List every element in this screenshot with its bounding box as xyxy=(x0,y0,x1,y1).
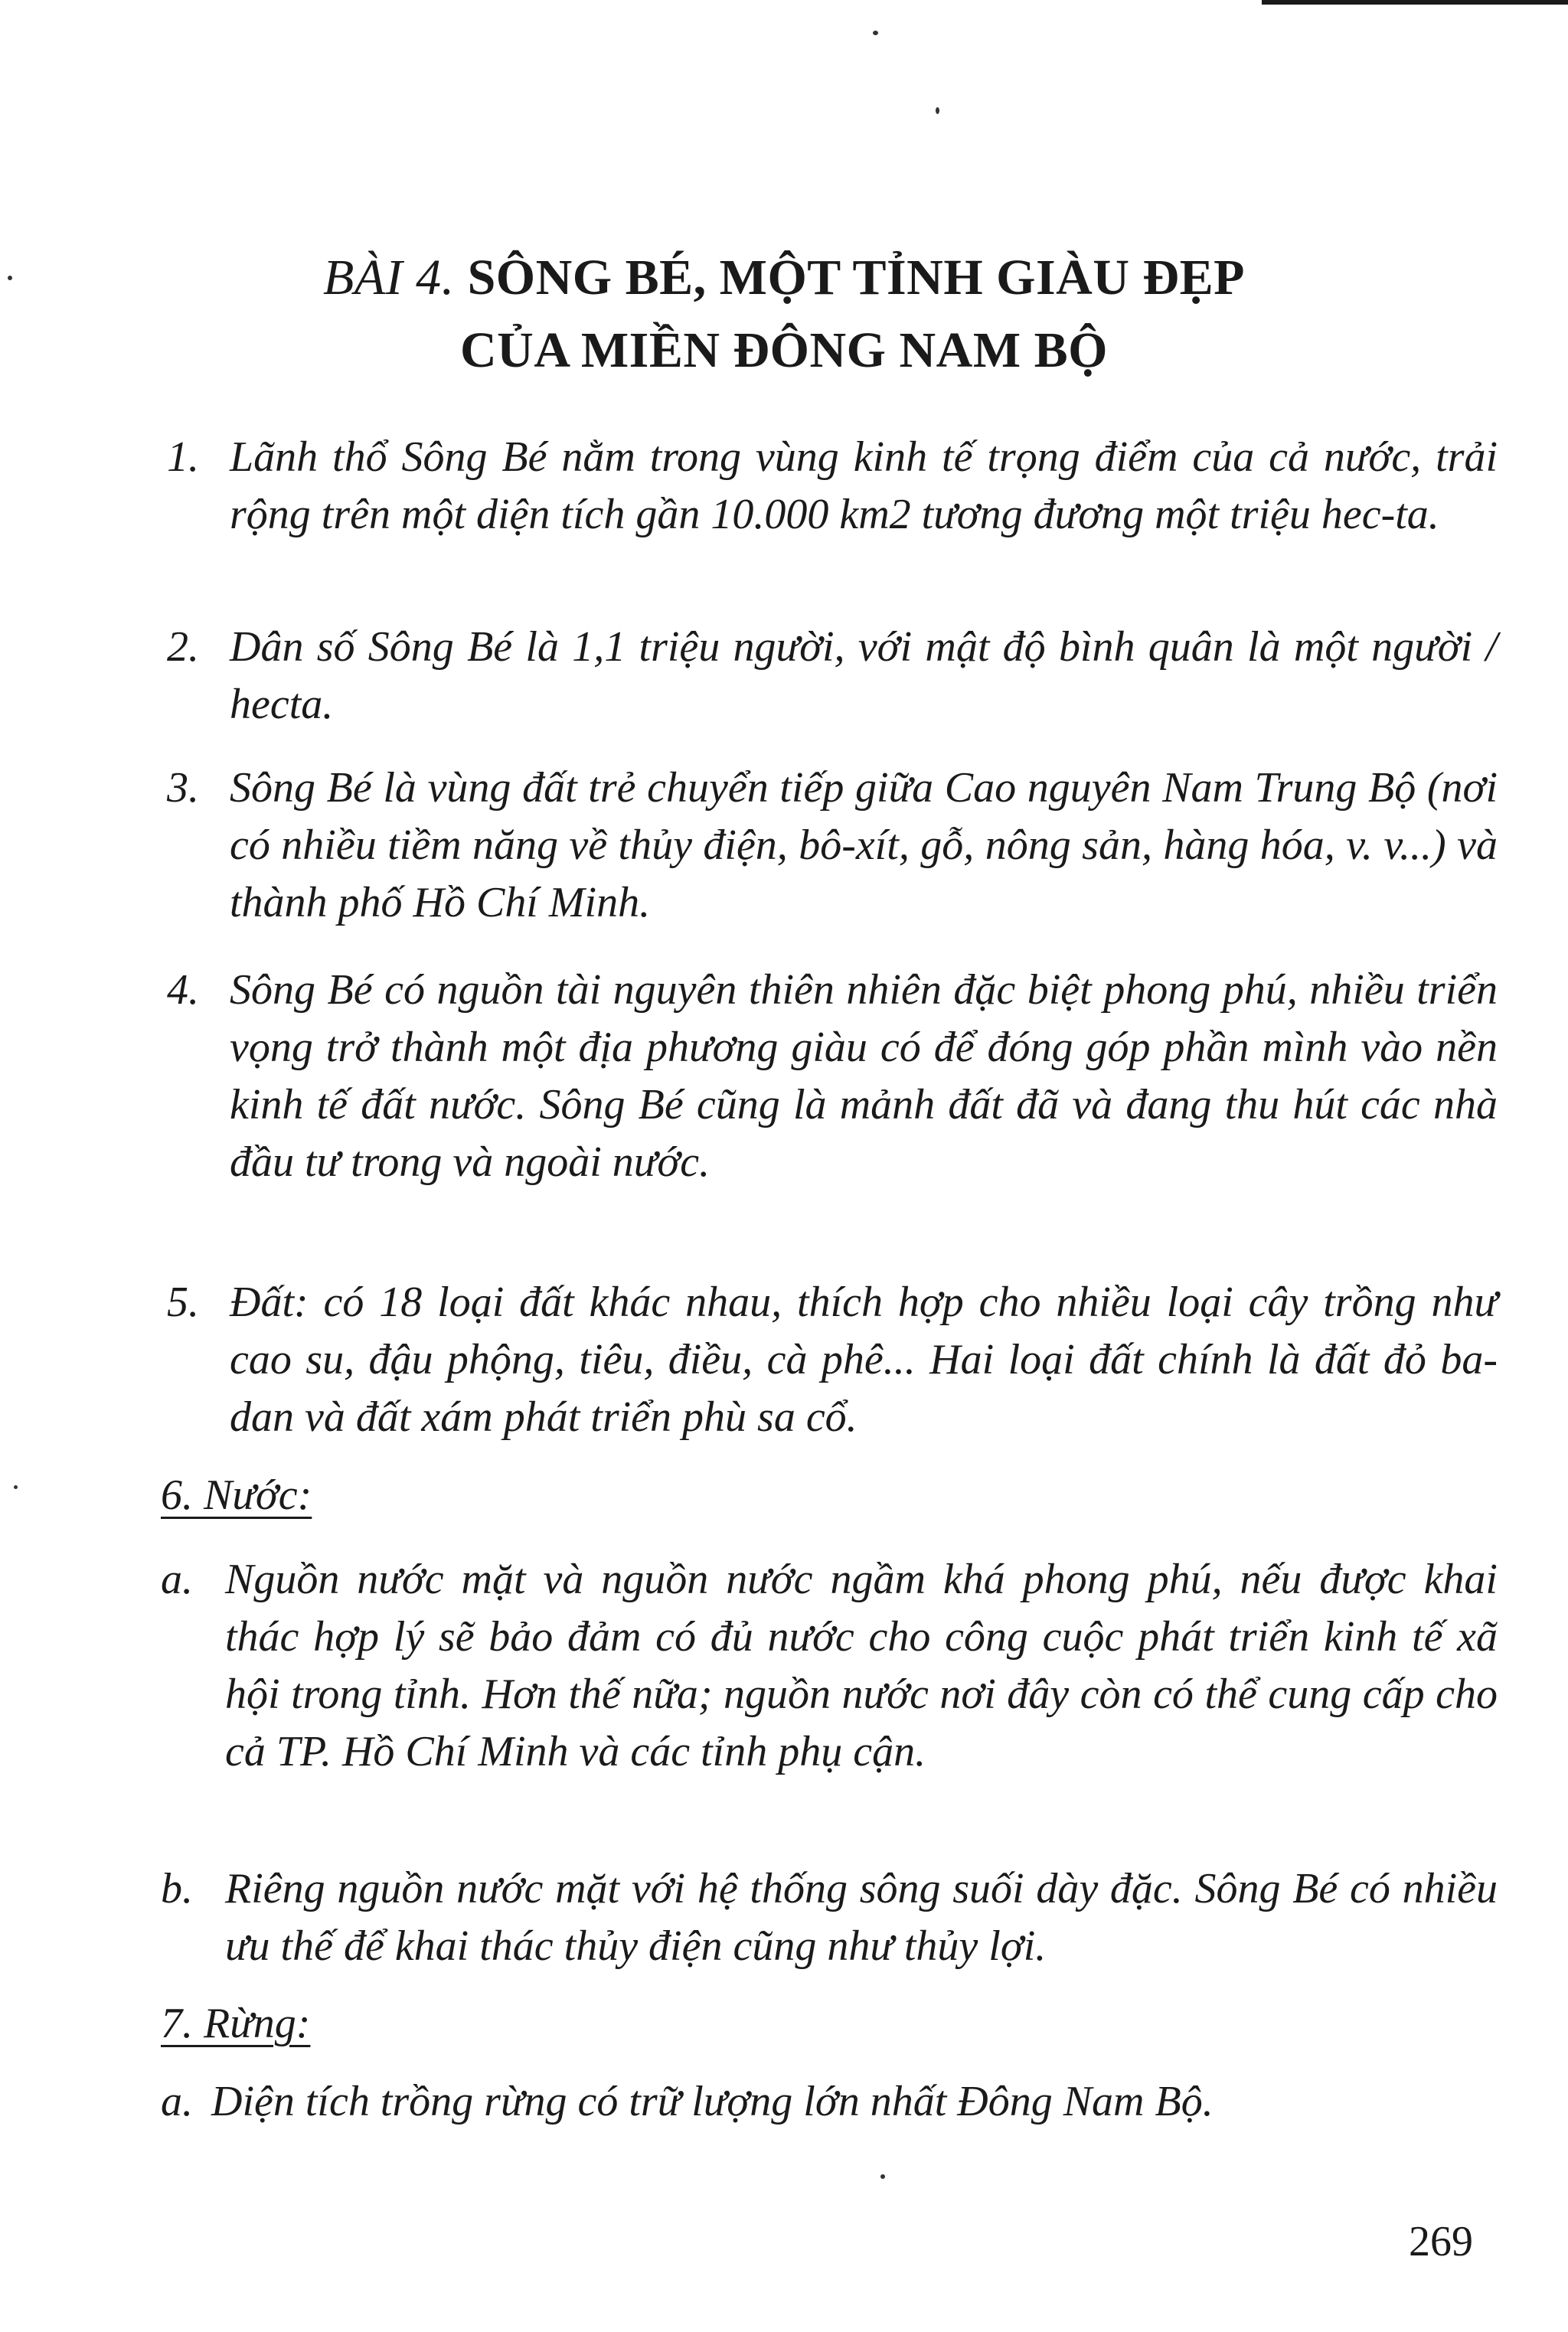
list-item-text: Diện tích trồng rừng có trữ lượng lớn nhất Đông Nam Bộ. xyxy=(211,2078,1214,2125)
list-item xyxy=(161,1860,1498,1975)
page-number: 269 xyxy=(1409,2218,1473,2265)
title-line-1: SÔNG BÉ, MỘT TỈNH GIÀU ĐẸP xyxy=(467,250,1246,305)
list-item-number: 2. xyxy=(167,623,199,671)
list-item-text: Nguồn nước mặt và nguồn nước ngầm khá phong phú, nếu được khai thác hợp lý sẽ bảo đảm có đủ nước cho công cuộc phát triển kinh tế xã hội trong tỉnh. Hơn thế nữa; nguồn nước nơi đây còn có thể cung cấp cho cả TP. Hồ Chí Minh và các tỉnh phụ cận. xyxy=(225,1556,1498,1775)
page-edge-rule xyxy=(1262,0,1568,5)
page-title xyxy=(0,250,1568,305)
list-item-letter: a. xyxy=(161,1556,193,1603)
list-item xyxy=(167,962,1498,1249)
section-heading-forest: 7. Rừng: xyxy=(161,2000,311,2047)
list-item-letter: b. xyxy=(161,1865,193,1912)
list-item xyxy=(167,619,1498,733)
list-item-text: Sông Bé có nguồn tài nguyên thiên nhiên đặc biệt phong phú, nhiều triển vọng trở thành một địa phương giàu có để đóng góp phần mình vào nền kinh tế đất nước. Sông Bé cũng là mảnh đất đã và đang thu hút các nhà đầu tư trong và ngoài nước. xyxy=(230,966,1498,1186)
scan-speck xyxy=(936,107,939,114)
list-item-number: 5. xyxy=(167,1279,199,1326)
scan-speck xyxy=(14,1485,18,1489)
list-item xyxy=(167,759,1498,932)
list-item xyxy=(167,429,1498,601)
list-item xyxy=(167,1274,1498,1446)
section-heading-water: 6. Nước: xyxy=(161,1471,312,1519)
list-item-text: Dân số Sông Bé là 1,1 triệu người, với mật độ bình quân là một người / hecta. xyxy=(230,623,1498,728)
scan-speck xyxy=(873,31,878,35)
list-item xyxy=(161,2073,1498,2131)
list-item-number: 3. xyxy=(167,764,199,812)
list-item-number: 4. xyxy=(167,966,199,1014)
title-line-2: CỦA MIỀN ĐÔNG NAM BỘ xyxy=(460,322,1108,378)
list-item-letter: a. xyxy=(161,2078,193,2125)
list-item-text: Riêng nguồn nước mặt với hệ thống sông suối dày đặc. Sông Bé có nhiều ưu thế để khai thác thủy điện cũng như thủy lợi. xyxy=(225,1865,1498,1970)
list-item xyxy=(161,1551,1498,1838)
scan-speck xyxy=(880,2174,885,2179)
list-item-text: Đất: có 18 loại đất khác nhau, thích hợp cho nhiều loại cây trồng như cao su, đậu phộng, tiêu, điều, cà phê... Hai loại đất chính là đất đỏ ba-dan và đất xám phát triển phù sa cổ. xyxy=(230,1279,1498,1441)
list-item-number: 1. xyxy=(167,433,199,481)
lesson-number: BÀI 4. xyxy=(322,250,455,305)
list-item-text: Sông Bé là vùng đất trẻ chuyển tiếp giữa Cao nguyên Nam Trung Bộ (nơi có nhiều tiềm năng về thủy điện, bô-xít, gỗ, nông sản, hàng hóa, v. v...) và thành phố Hồ Chí Minh. xyxy=(230,764,1498,926)
list-item-text: Lãnh thổ Sông Bé nằm trong vùng kinh tế trọng điểm của cả nước, trải rộng trên một diện tích gần 10.000 km2 tương đương một triệu hec-ta. xyxy=(230,433,1498,538)
page-title-line-2 xyxy=(0,322,1568,378)
